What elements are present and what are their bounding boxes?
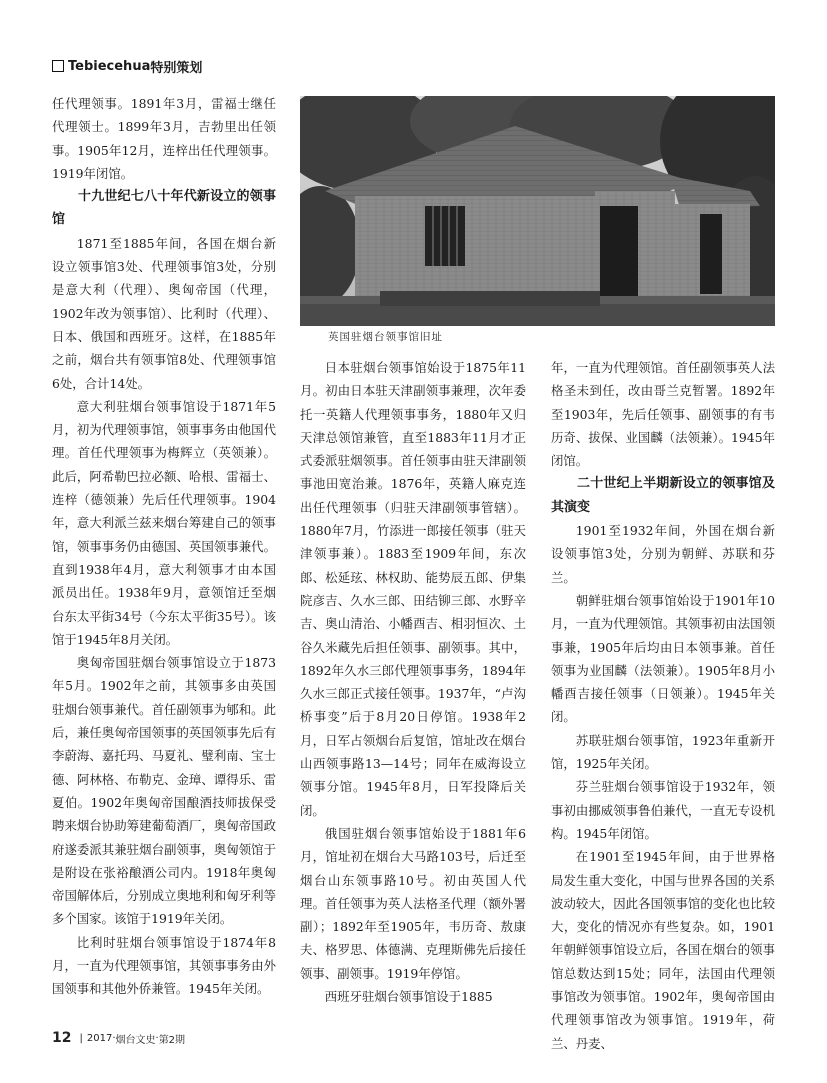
- paragraph: 朝鲜驻烟台领事馆始设于1901年10月，一直为代理领馆。其领事初由法国领事兼，1905年后均由日本领事兼。首任领事为业国麟（法领兼）。1905年8月小幡酉吉接任领事（日领兼）。1945年关闭。: [551, 592, 775, 725]
- page-number: 12: [52, 1030, 72, 1046]
- footer-journal: 烟台文史: [115, 1034, 156, 1046]
- text-column-2: [300, 356, 526, 1008]
- consulate-photo: [300, 96, 775, 326]
- paragraph: 俄国驻烟台领事馆始设于1881年6月，馆址初在烟台大马路103号，后迁至烟台山东领事路10号。初由英国人代理。首任领事为英人法格圣代理（额外署副）；1892年至1905年，韦历奇、敖康夫、格罗思、体德满、克理斯佛先后接任领事、副领事。1919年停馆。: [300, 825, 526, 981]
- paragraph: 比利时驻烟台领事馆设于1874年8月，一直为代理领事馆，其领事事务由外国领事和其他外侨兼管。1945年关闭。: [52, 934, 276, 997]
- building-illustration: [300, 96, 775, 326]
- footer-dot-1: ·: [112, 1032, 116, 1044]
- paragraph: 任代理领事。1891年3月，雷福士继任代理领士。1899年3月，吉勃里出任领事。1905年12月，连梓出任代理领事。1919年闭馆。: [52, 96, 276, 181]
- header-section: 特别策划: [150, 60, 203, 76]
- footer-issue: 第2期: [158, 1034, 186, 1046]
- paragraph: 西班牙驻烟台领事馆设于1885: [324, 989, 493, 1005]
- section-header: [52, 55, 202, 77]
- paragraph: 意大利驻烟台领事馆设于1871年5月，初为代理领事馆，领事事务由他国代理。首任代理领事为梅辉立（英领兼）。此后，阿希勒巴拉必额、哈根、雷福士、连梓（德领兼）先后任代理领事。1904年，意大利派兰兹来烟台筹建自己的领事馆，领事事务仍由德国、英国领事兼代。直到1938年4月，意大利领事才由本国派员出任。1938年9月，意领馆迁至烟台东太平街34号（今东太平街35号）。该馆于1945年8月关闭。: [52, 398, 276, 647]
- footer-year: 2017: [86, 1032, 113, 1044]
- paragraph: 1871至1885年间，各国在烟台新设立领事馆3处、代理领事馆3处，分别是意大利（代理）、奥匈帝国（代理，1902年改为领事馆）、比利时（代理）、日本、俄国和西班牙。这样，在1885年之前，烟台共有领事馆8处、代理领事馆6处，合计14处。: [52, 235, 276, 391]
- footer-divider: |: [79, 1032, 83, 1044]
- square-icon: [52, 60, 64, 72]
- text-column-1: [52, 92, 276, 1001]
- paragraph: 芬兰驻烟台领事馆设于1932年，领事初由挪威领事鲁伯兼代，一直无专设机构。1945年闭馆。: [551, 779, 775, 841]
- paragraph: 日本驻烟台领事馆始设于1875年11月。初由日本驻天津副领事兼理，次年委托一英籍人代理领事事务，1880年又归天津总领馆兼管，直至1883年11月才正式委派驻烟领事。首任领事由驻天津副领事池田宽治兼。1876年，英籍人麻克连出任代理领事（归驻天津副领事管辖）。1880年7月，竹添进一郎接任领事（驻天津领事兼）。1883至1909年间，东次郎、松延玹、林权助、能势辰五郎、伊集院彦吉、久水三郎、田结铆三郎、水野辛吉、奥山清治、小幡酉吉、相羽恒次、土谷久米藏先后担任领事、副领事。其中，1892年久水三郎代理领事事务，1894年久水三郎正式接任领事。1937年，“卢沟桥事变”后于8月20日停馆。1938年2月，日军占领烟台后复馆，馆址改在烟台山西领事路13—14号；同年在威海设立领事分馆。1945年8月，日军投降后关闭。: [300, 360, 526, 818]
- paragraph: 奥匈帝国驻烟台领事馆设立于1873年5月。1902年之前，其领事多由英国驻烟台领事兼代。首任副领事为郇和。此后，兼任奥匈帝国领事的英国领事先后有李蔚海、嘉托玛、马夏礼、璧利南、宝士德、阿林格、布勒克、金璋、谭得乐、雷夏伯。1902年奥匈帝国酿酒技师拔保受聘来烟台协助筹建葡萄酒厂，奥匈帝国政府遂委派其兼驻烟台副领事，奥匈领馆于是附设在张裕酿酒公司内。1918年奥匈帝国解体后，分别成立奥地利和匈牙利等多个国家。该馆于1919年关闭。: [52, 655, 276, 927]
- paragraph: 在1901至1945年间，由于世界格局发生重大变化，中国与世界各国的关系波动较大，因此各国领事馆的变化也比较大，变化的情况亦有些复杂。如，1901年朝鲜领事馆设立后，各国在烟台的领事馆总数达到15处；同年，法国由代理领事馆改为领事馆。1902年，奥匈帝国由代理领事馆改为领事馆。1919年，荷兰、丹麦、: [551, 849, 775, 1051]
- photo-caption: 英国驻烟台领事馆旧址: [328, 331, 443, 343]
- text-column-3: [551, 356, 775, 1055]
- footer-dot-2: ·: [155, 1032, 159, 1044]
- header-brand: Tebiecehua: [68, 58, 151, 74]
- paragraph: 苏联驻烟台领事馆，1923年重新开馆，1925年关闭。: [551, 732, 775, 772]
- section-heading: 二十世纪上半期新设立的领事馆及其演变: [551, 476, 775, 515]
- paragraph: 1901至1932年间，外国在烟台新设领事馆3处，分别为朝鲜、苏联和芬兰。: [551, 523, 775, 585]
- section-heading: 十九世纪七八十年代新设立的领事馆: [52, 189, 276, 228]
- page-footer: [52, 1030, 185, 1046]
- paragraph: 年，一直为代理领馆。首任副领事英人法格圣未到任，改由哥兰克暂署。1892年至1903年，先后任领事、副领事的有韦历奇、拔保、业国麟（法领兼）。1945年闭馆。: [551, 360, 775, 469]
